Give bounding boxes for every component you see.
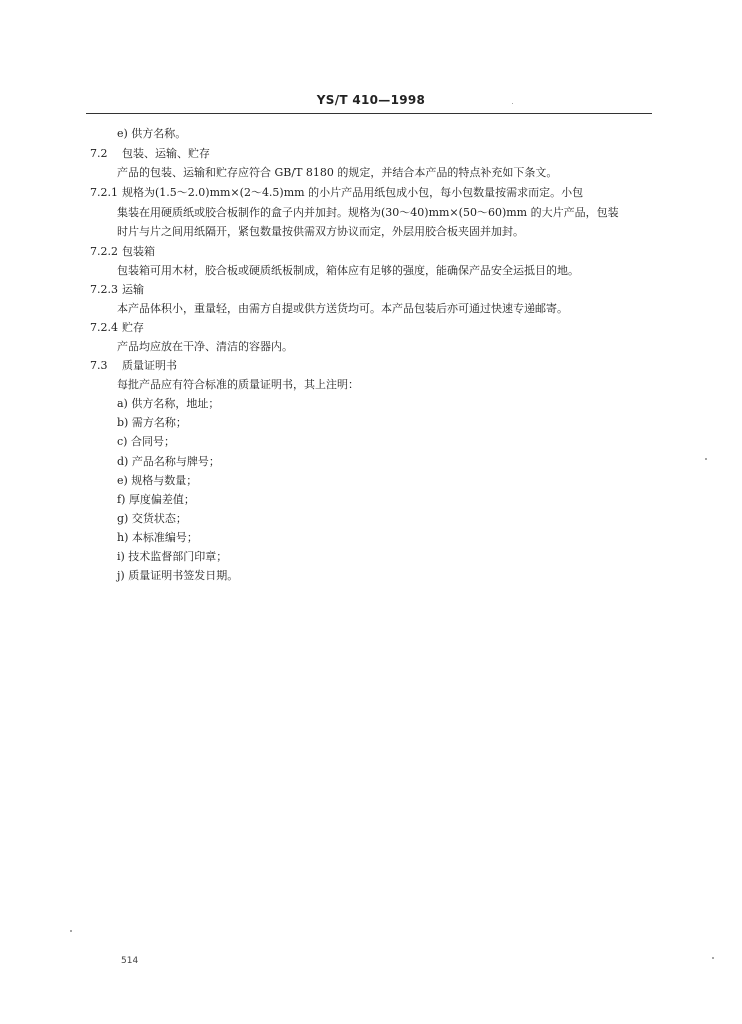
section-heading-7-2-3 — [90, 283, 144, 297]
list-item: b) 需方名称； — [117, 416, 187, 429]
section-title: 运输 — [122, 283, 144, 296]
scan-speck — [70, 930, 72, 932]
section-heading-7-2-2 — [90, 245, 155, 259]
list-item: e) 供方名称。 — [117, 127, 187, 140]
section-title: 包装箱 — [122, 245, 155, 258]
list-item: c) 合同号； — [117, 435, 175, 448]
paragraph-line: 产品的包装、运输和贮存应符合 GB/T 8180 的规定，并结合本产品的特点补充如下条文。 — [117, 166, 558, 179]
section-number: 7.2.4 — [90, 321, 118, 334]
section-text: 规格为(1.5～2.0)mm×(2～4.5)mm 的小片产品用纸包成小包，每小包数量按需求而定。小包 — [122, 186, 584, 199]
paragraph-line: 时片与片之间用纸隔开，紧包数量按供需双方协议而定，外层用胶合板夹固并加封。 — [117, 225, 524, 238]
paragraph-line: 本产品体积小，重量轻，由需方自提或供方送货均可。本产品包装后亦可通过快速专递邮寄。 — [117, 302, 568, 315]
list-item: g) 交货状态； — [117, 512, 187, 525]
paragraph-line: 集装在用硬质纸或胶合板制作的盒子内并加封。规格为(30～40)mm×(50～60)mm 的大片产品，包装 — [117, 206, 619, 219]
list-item: i) 技术监督部门印章； — [117, 550, 228, 563]
section-heading-7-2 — [90, 147, 210, 161]
page-number: 514 — [121, 956, 139, 966]
section-heading-7-3 — [90, 359, 177, 373]
section-heading-7-2-4 — [90, 321, 144, 335]
section-title: 包装、运输、贮存 — [122, 147, 210, 160]
scan-speck — [512, 103, 513, 104]
section-heading-7-2-1 — [90, 186, 583, 200]
running-header: YS/T 410—1998 — [316, 93, 426, 107]
list-item: e) 规格与数量； — [117, 474, 198, 487]
paragraph-line: 每批产品应有符合标准的质量证明书，其上注明： — [117, 378, 359, 391]
section-number: 7.2.1 — [90, 186, 118, 199]
scan-speck — [712, 957, 714, 959]
section-number: 7.2 — [90, 147, 108, 160]
list-item: a) 供方名称，地址； — [117, 397, 220, 410]
section-number: 7.2.3 — [90, 283, 118, 296]
section-number: 7.2.2 — [90, 245, 118, 258]
section-title: 质量证明书 — [122, 359, 177, 372]
list-item: d) 产品名称与牌号； — [117, 455, 220, 468]
section-number: 7.3 — [90, 359, 108, 372]
section-title: 贮存 — [122, 321, 144, 334]
list-item: h) 本标准编号； — [117, 531, 198, 544]
header-rule — [86, 113, 652, 114]
list-item: f) 厚度偏差值； — [117, 493, 195, 506]
paragraph-line: 产品均应放在干净、清洁的容器内。 — [117, 340, 293, 353]
paragraph-line: 包装箱可用木材，胶合板或硬质纸板制成，箱体应有足够的强度，能确保产品安全运抵目的地。 — [117, 264, 579, 277]
list-item: j) 质量证明书签发日期。 — [117, 569, 239, 582]
scan-speck — [705, 458, 707, 460]
